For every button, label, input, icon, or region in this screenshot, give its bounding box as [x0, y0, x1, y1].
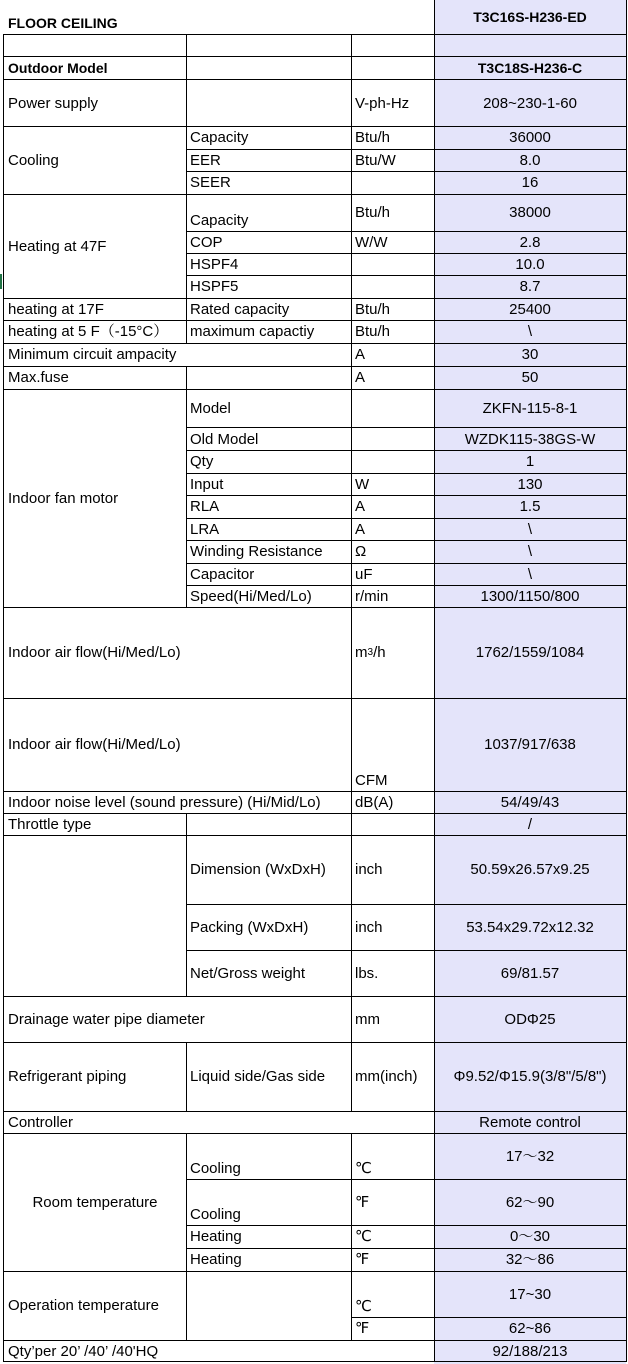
heating-5f-label[interactable]: heating at 5 F（-15°C） [8, 323, 169, 340]
indoor-model-header[interactable]: T3C16S-H236-ED [473, 8, 587, 25]
refrigerant-label[interactable]: Refrigerant piping [8, 1068, 127, 1085]
fan-motor-qty-name[interactable]: Qty [190, 453, 214, 470]
room-temp-r4-value[interactable]: 32～86 [505, 1251, 555, 1268]
refrigerant-name[interactable]: Liquid side/Gas side [190, 1068, 326, 1085]
weight-unit[interactable]: lbs. [355, 964, 379, 982]
room-temp-r2-unit[interactable]: ℉ [355, 1193, 370, 1211]
noise-unit[interactable]: dB(A) [355, 793, 394, 811]
airflow-cfm-value[interactable]: 1037/917/638 [484, 736, 576, 753]
room-temp-r3-unit[interactable]: ℃ [355, 1228, 372, 1245]
room-temp-r1-value[interactable]: 17～32 [505, 1147, 555, 1165]
fan-motor-lra-unit[interactable]: A [355, 520, 366, 538]
fan-motor-speed-value[interactable]: 1300/1150/800 [480, 587, 580, 605]
refrigerant-unit[interactable]: mm(inch) [355, 1068, 418, 1085]
fan-motor-label[interactable]: Indoor fan motor [8, 489, 119, 507]
fan-motor-old-model-name[interactable]: Old Model [190, 431, 259, 448]
heating-17f-name[interactable]: Rated capacity [190, 300, 290, 318]
fan-motor-speed-unit[interactable]: r/min [355, 587, 389, 605]
noise-label[interactable]: Indoor noise level (sound pressure) (Hi/Mid/Lo) [8, 793, 321, 811]
heating-47f-capacity-value[interactable]: 38000 [509, 204, 551, 221]
fan-motor-capacitor-unit[interactable]: uF [355, 565, 373, 583]
room-temp-r1-name[interactable]: Cooling [190, 1160, 241, 1177]
airflow-m3h-label[interactable]: Indoor air flow(Hi/Med/Lo) [8, 644, 181, 661]
fuse-value[interactable]: 50 [521, 369, 539, 386]
cooling-capacity-name[interactable]: Capacity [190, 129, 249, 146]
cooling-seer-value[interactable]: 16 [521, 174, 539, 191]
heating-17f-label[interactable]: heating at 17F [8, 300, 104, 318]
fan-motor-old-model-value[interactable]: WZDK115-38GS-W [464, 431, 596, 448]
fan-motor-speed-name[interactable]: Speed(Hi/Med/Lo) [190, 587, 312, 605]
drain-label[interactable]: Drainage water pipe diameter [8, 1010, 205, 1028]
cooling-eer-name[interactable]: EER [190, 151, 221, 169]
heating-47f-cop-value[interactable]: 2.8 [519, 233, 541, 251]
mca-unit[interactable]: A [355, 346, 366, 363]
airflow-m3h-unit[interactable]: m 3 /h [355, 644, 386, 661]
throttle-label[interactable]: Throttle type [8, 815, 92, 833]
mca-label[interactable]: Minimum circuit ampacity [8, 346, 177, 363]
container-qty-value[interactable]: 92/188/213 [492, 1342, 568, 1360]
fan-motor-model-value[interactable]: ZKFN-115-8-1 [482, 399, 578, 417]
dimension-name[interactable]: Dimension (WxDxH) [190, 861, 326, 878]
heating-47f-capacity-name[interactable]: Capacity [190, 212, 249, 229]
heating-47f-cop-unit[interactable]: W/W [355, 233, 388, 251]
fan-motor-winding-name[interactable]: Winding Resistance [190, 543, 323, 560]
op-temp-r1-value[interactable]: 17~30 [508, 1285, 552, 1303]
fan-motor-lra-name[interactable]: LRA [190, 520, 220, 538]
noise-value[interactable]: 54/49/43 [500, 793, 560, 811]
fan-motor-winding-unit[interactable]: Ω [355, 543, 367, 560]
op-temp-r2-unit[interactable]: ℉ [355, 1320, 370, 1337]
op-temp-label[interactable]: Operation temperature [8, 1297, 159, 1314]
heating-17f-unit[interactable]: Btu/h [355, 300, 391, 318]
fuse-unit[interactable]: A [355, 369, 366, 386]
cooling-capacity-unit[interactable]: Btu/h [355, 129, 391, 146]
fan-motor-capacitor-name[interactable]: Capacitor [190, 565, 255, 583]
power-supply-label[interactable]: Power supply [8, 94, 99, 112]
heating-17f-value[interactable]: 25400 [509, 300, 551, 318]
packing-unit[interactable]: inch [355, 918, 383, 936]
dimension-value[interactable]: 50.59x26.57x9.25 [470, 861, 590, 878]
fan-motor-input-unit[interactable]: W [355, 475, 370, 493]
outdoor-model-label[interactable]: Outdoor Model [8, 60, 108, 76]
airflow-m3h-unit-base: m [355, 644, 368, 661]
heating-47f-label[interactable]: Heating at 47F [8, 237, 107, 255]
fan-motor-rla-name[interactable]: RLA [190, 498, 220, 515]
heating-47f-cop-name[interactable]: COP [190, 233, 223, 251]
airflow-cfm-label[interactable]: Indoor air flow(Hi/Med/Lo) [8, 736, 181, 753]
fan-motor-lra-value[interactable]: \ [527, 520, 533, 538]
fan-motor-capacitor-value[interactable]: \ [527, 565, 533, 583]
refrigerant-value[interactable]: Φ9.52/Φ15.9(3/8"/5/8") [453, 1068, 607, 1085]
room-temp-r1-unit[interactable]: ℃ [355, 1160, 372, 1177]
op-temp-r1-unit[interactable]: ℃ [355, 1298, 372, 1315]
outdoor-model-value[interactable]: T3C18S-H236-C [477, 60, 583, 76]
heating-47f-hspf4-value[interactable]: 10.0 [515, 255, 545, 273]
fan-motor-input-value[interactable]: 130 [517, 475, 543, 493]
cooling-eer-value[interactable]: 8.0 [519, 151, 541, 169]
controller-value[interactable]: Remote control [479, 1113, 581, 1131]
fan-motor-model-name[interactable]: Model [190, 399, 231, 417]
throttle-value[interactable]: / [527, 815, 533, 833]
cooling-eer-unit[interactable]: Btu/W [355, 151, 396, 169]
heating-47f-hspf5-name[interactable]: HSPF5 [190, 278, 239, 295]
heating-47f-hspf4-name[interactable]: HSPF4 [190, 255, 239, 273]
airflow-m3h-value[interactable]: 1762/1559/1084 [475, 644, 585, 661]
heating-5f-unit[interactable]: Btu/h [355, 323, 391, 340]
heating-5f-name[interactable]: maximum capactiy [190, 323, 315, 340]
room-temp-r4-name[interactable]: Heating [190, 1251, 242, 1268]
drain-value[interactable]: ODΦ25 [504, 1010, 556, 1028]
cell-cursor-marker [0, 274, 2, 289]
packing-value[interactable]: 53.54x29.72x12.32 [466, 918, 594, 936]
cooling-capacity-value[interactable]: 36000 [509, 129, 551, 146]
cooling-label[interactable]: Cooling [8, 151, 59, 169]
room-temp-label[interactable]: Room temperature [32, 1193, 158, 1211]
heating-5f-value[interactable]: \ [527, 323, 533, 340]
op-temp-r2-value[interactable]: 62~86 [508, 1320, 552, 1337]
cooling-seer-name[interactable]: SEER [190, 174, 231, 191]
fan-motor-winding-value[interactable]: \ [527, 543, 533, 560]
fuse-label[interactable]: Max.fuse [8, 369, 69, 386]
fan-motor-rla-unit[interactable]: A [355, 498, 366, 515]
sheet-title[interactable]: FLOOR CEILING [8, 15, 118, 31]
weight-value[interactable]: 69/81.57 [500, 964, 560, 982]
drain-unit[interactable]: mm [355, 1010, 380, 1028]
mca-value[interactable]: 30 [521, 346, 539, 363]
fan-motor-qty-value[interactable]: 1 [525, 453, 535, 470]
power-supply-value[interactable]: 208~230-1-60 [483, 94, 577, 112]
fan-motor-rla-value[interactable]: 1.5 [519, 498, 541, 515]
dimension-unit[interactable]: inch [355, 861, 383, 878]
packing-name[interactable]: Packing (WxDxH) [190, 918, 309, 936]
room-temp-r4-unit[interactable]: ℉ [355, 1251, 370, 1268]
power-supply-unit[interactable]: V-ph-Hz [355, 94, 410, 112]
weight-name[interactable]: Net/Gross weight [190, 964, 306, 982]
room-temp-r2-name[interactable]: Cooling [190, 1206, 241, 1223]
room-temp-r3-name[interactable]: Heating [190, 1228, 242, 1245]
container-qty-label[interactable]: Qty’per 20’ /40’ /40'HQ [8, 1342, 159, 1360]
room-temp-r3-value[interactable]: 0～30 [509, 1228, 551, 1245]
airflow-cfm-unit[interactable]: CFM [355, 772, 388, 789]
controller-label[interactable]: Controller [8, 1113, 74, 1131]
fan-motor-input-name[interactable]: Input [190, 475, 224, 493]
heating-47f-capacity-unit[interactable]: Btu/h [355, 204, 391, 221]
airflow-m3h-unit-tail: /h [373, 644, 386, 661]
room-temp-r2-value[interactable]: 62～90 [505, 1193, 555, 1211]
heating-47f-hspf5-value[interactable]: 8.7 [519, 278, 541, 295]
